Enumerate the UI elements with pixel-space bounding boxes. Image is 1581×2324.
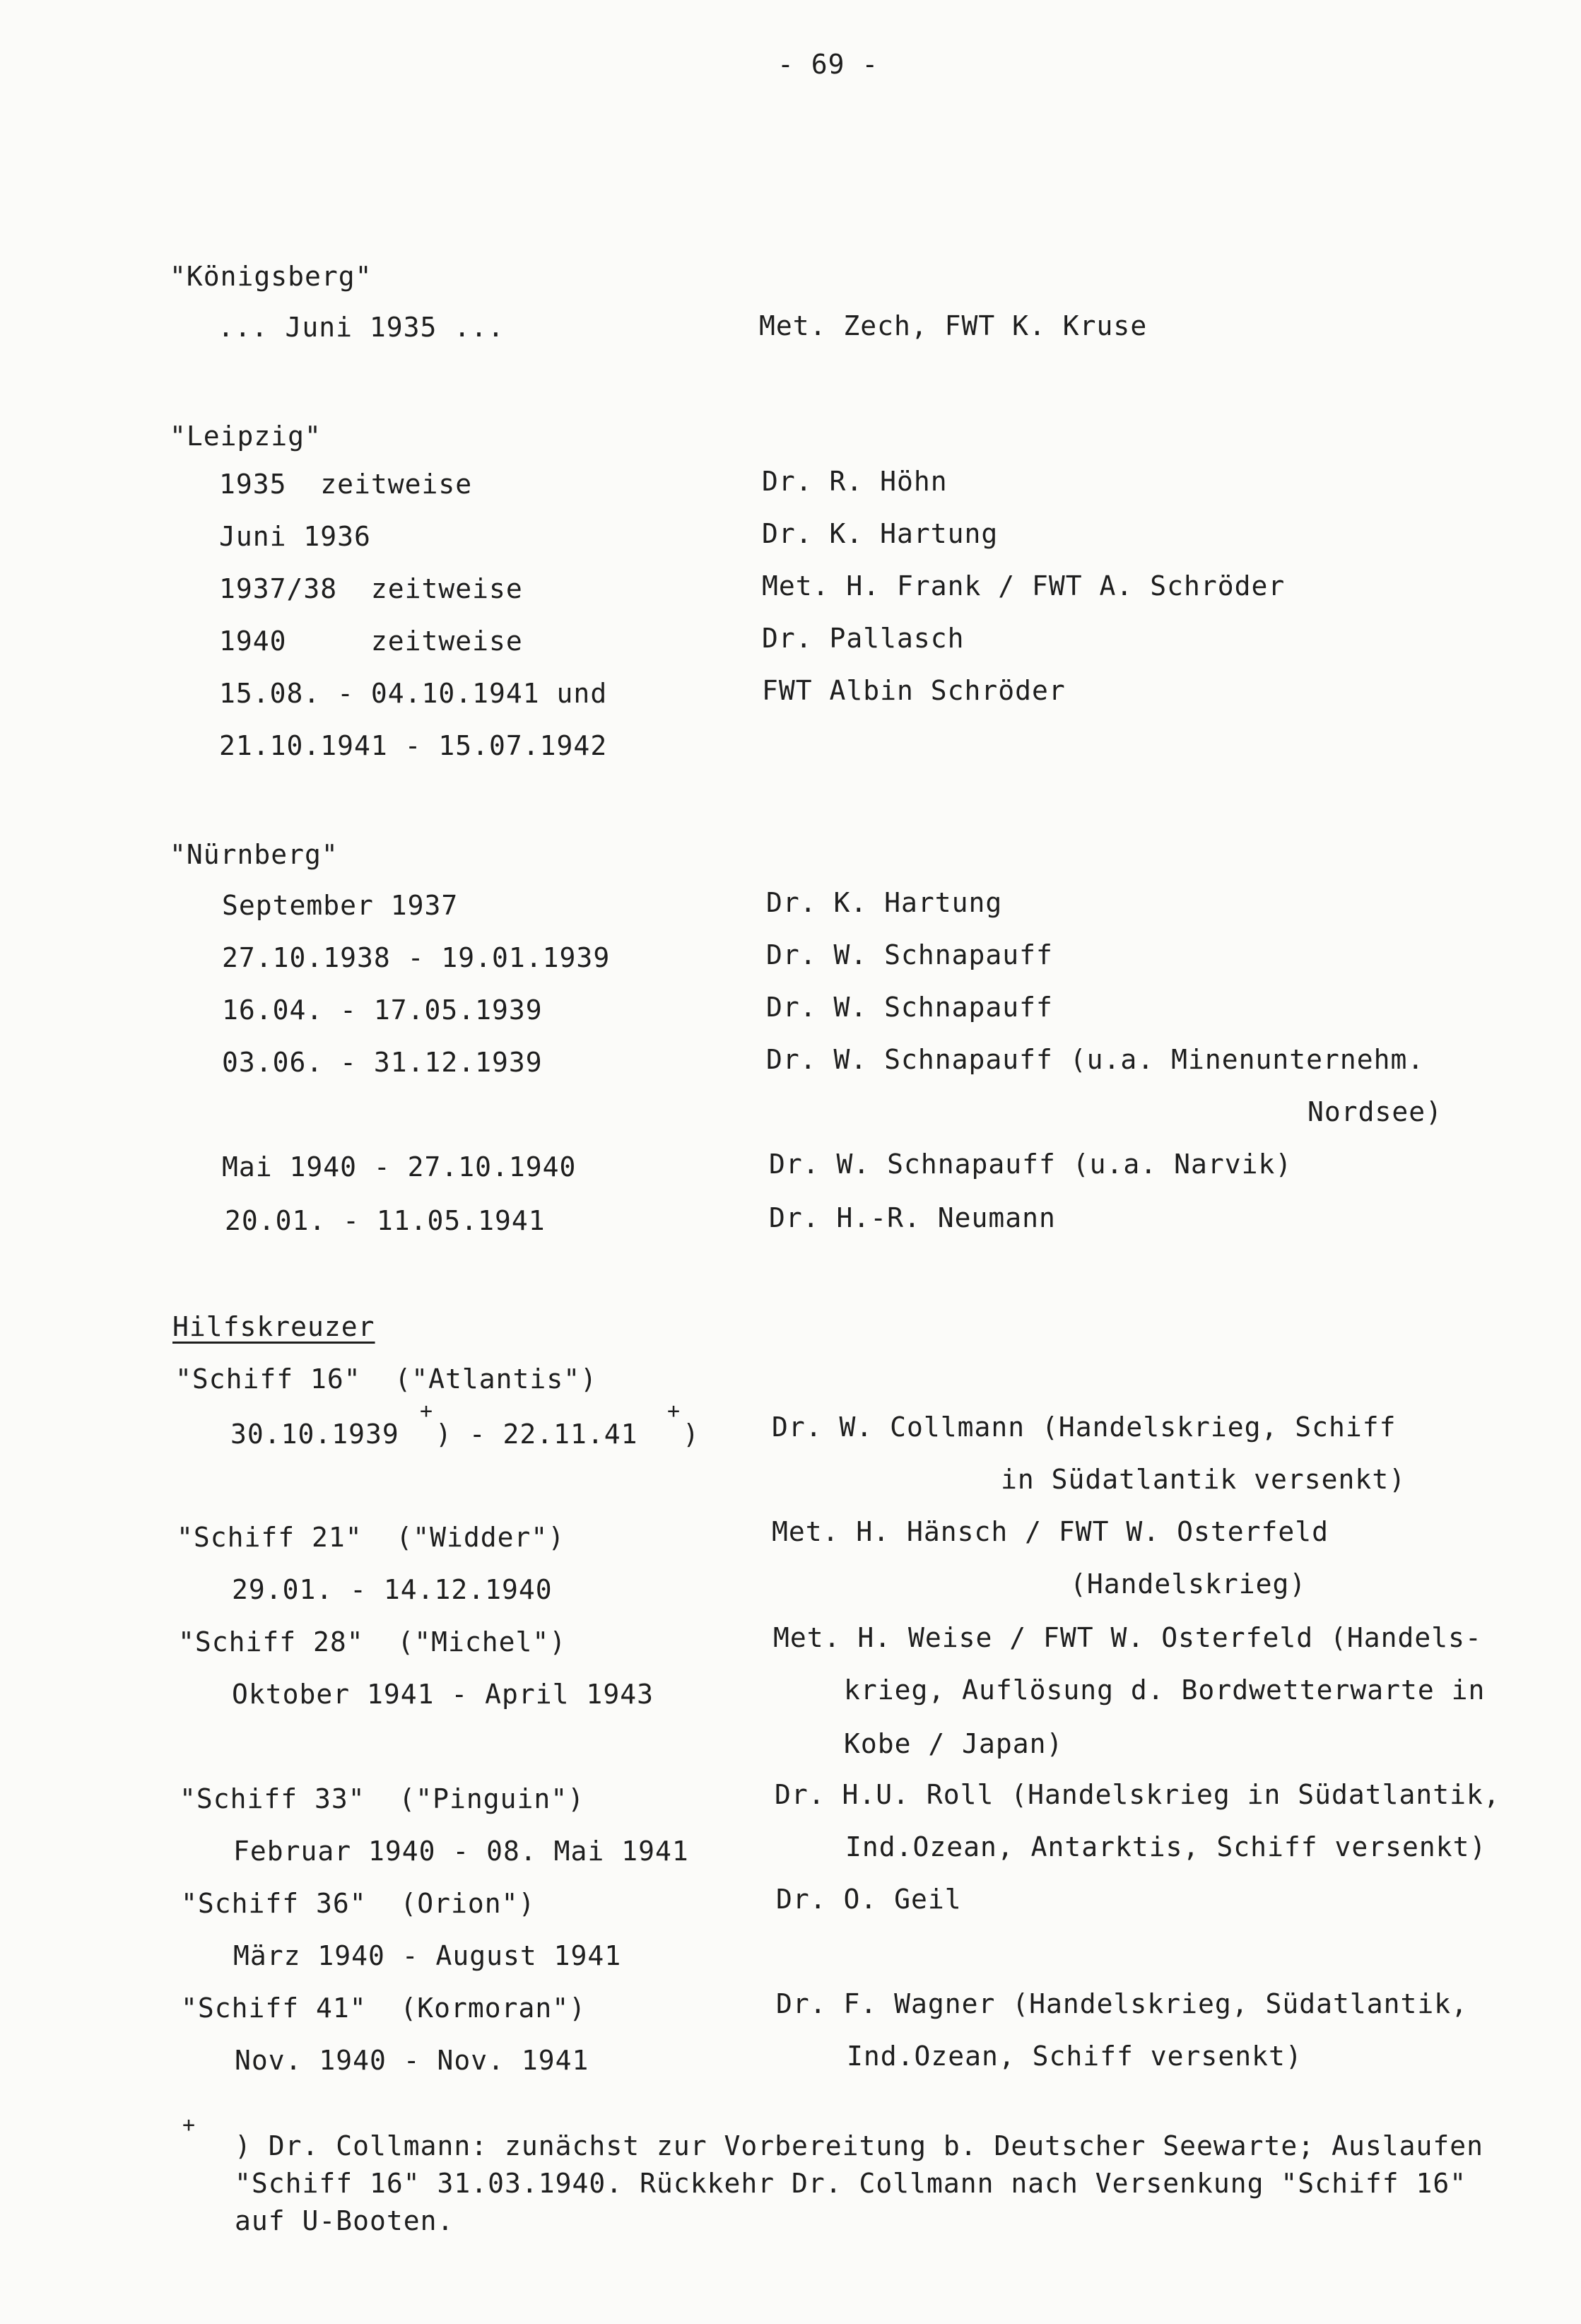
auxiliary-cruiser-date: März 1940 - August 1941 (233, 1940, 622, 1971)
nuernberg-persons: Dr. W. Schnapauff (766, 939, 1053, 970)
auxiliary-cruiser-persons: Dr. F. Wagner (Handelskrieg, Südatlantik, (776, 1988, 1468, 2019)
auxiliary-cruiser-persons: Dr. O. Geil (776, 1884, 962, 1915)
nuernberg-date: 03.06. - 31.12.1939 (222, 1047, 543, 1078)
auxiliary-cruiser-date: 29.01. - 14.12.1940 (232, 1574, 553, 1605)
footnote-marker: + (667, 1399, 681, 1424)
ship-name-koenigsberg: "Königsberg" (170, 261, 372, 292)
koenigsberg-persons: Met. Zech, FWT K. Kruse (759, 310, 1148, 341)
leipzig-date: 1940 zeitweise (219, 626, 523, 657)
auxiliary-cruiser-name: "Schiff 28" ("Michel") (178, 1626, 567, 1657)
leipzig-date: Juni 1936 (219, 521, 371, 552)
nuernberg-persons: Dr. W. Schnapauff (u.a. Minenunternehm. (766, 1044, 1425, 1075)
nuernberg-persons-cont: Nordsee) (1307, 1096, 1443, 1127)
section-heading: Hilfskreuzer (172, 1311, 375, 1342)
nuernberg-date: September 1937 (222, 890, 459, 921)
auxiliary-cruiser-persons-cont: Ind.Ozean, Schiff versenkt) (847, 2041, 1303, 2072)
page-number: - 69 - (777, 49, 879, 80)
ship-name-nuernberg: "Nürnberg" (170, 839, 339, 870)
auxiliary-cruiser-persons: Met. H. Hänsch / FWT W. Osterfeld (772, 1516, 1329, 1547)
auxiliary-cruiser-name: "Schiff 33" ("Pinguin") (180, 1783, 585, 1814)
auxiliary-cruiser-persons-cont: krieg, Auflösung d. Bordwetterwarte in (844, 1674, 1486, 1706)
leipzig-date: 21.10.1941 - 15.07.1942 (219, 730, 608, 761)
leipzig-persons: Met. H. Frank / FWT A. Schröder (762, 570, 1286, 601)
nuernberg-date: Mai 1940 - 27.10.1940 (222, 1151, 577, 1182)
leipzig-persons: FWT Albin Schröder (762, 675, 1066, 706)
leipzig-persons: Dr. K. Hartung (762, 518, 999, 549)
auxiliary-cruiser-date: ) - 22.11.41 (435, 1419, 638, 1450)
auxiliary-cruiser-name: "Schiff 41" (Kormoran") (181, 1993, 587, 2024)
auxiliary-cruiser-date: ) (683, 1419, 700, 1450)
auxiliary-cruiser-persons-cont: in Südatlantik versenkt) (1001, 1464, 1406, 1495)
nuernberg-persons: Dr. H.-R. Neumann (769, 1202, 1056, 1233)
auxiliary-cruiser-persons-cont: Kobe / Japan) (844, 1728, 1064, 1759)
footnote-text: ) Dr. Collmann: zunächst zur Vorbereitung b. Deutscher Seewarte; Auslaufen "Schiff 16" 31.03.1940. Rückkehr Dr. Collmann nach Versenkung "Schiff 16" auf U-Booten. (235, 2130, 1483, 2236)
footnote-marker: + (420, 1399, 434, 1424)
ship-name-leipzig: "Leipzig" (170, 421, 322, 452)
auxiliary-cruiser-date: 30.10.1939 (230, 1419, 399, 1450)
leipzig-date: 15.08. - 04.10.1941 und (219, 678, 608, 709)
auxiliary-cruiser-persons-cont: Ind.Ozean, Antarktis, Schiff versenkt) (845, 1831, 1487, 1862)
nuernberg-date: 20.01. - 11.05.1941 (225, 1205, 546, 1236)
auxiliary-cruiser-name: "Schiff 36" (Orion") (181, 1888, 536, 1919)
auxiliary-cruiser-persons: Met. H. Weise / FWT W. Osterfeld (Handels- (773, 1622, 1482, 1653)
auxiliary-cruiser-persons: Dr. W. Collmann (Handelskrieg, Schiff (772, 1412, 1397, 1443)
nuernberg-persons: Dr. K. Hartung (766, 887, 1003, 918)
auxiliary-cruiser-date: Oktober 1941 - April 1943 (232, 1679, 654, 1710)
auxiliary-cruiser-date: Nov. 1940 - Nov. 1941 (235, 2045, 589, 2076)
auxiliary-cruiser-persons-cont: (Handelskrieg) (1070, 1568, 1307, 1600)
auxiliary-cruiser-name: "Schiff 21" ("Widder") (177, 1522, 565, 1553)
nuernberg-date: 16.04. - 17.05.1939 (222, 994, 543, 1026)
nuernberg-date: 27.10.1938 - 19.01.1939 (222, 942, 611, 973)
leipzig-persons: Dr. R. Höhn (762, 466, 948, 497)
leipzig-persons: Dr. Pallasch (762, 623, 965, 654)
auxiliary-cruiser-persons: Dr. H.U. Roll (Handelskrieg in Südatlantik, (775, 1779, 1500, 1810)
auxiliary-cruiser-name: "Schiff 16" ("Atlantis") (175, 1363, 597, 1395)
koenigsberg-date: ... Juni 1935 ... (218, 312, 505, 343)
auxiliary-cruiser-date: Februar 1940 - 08. Mai 1941 (233, 1836, 689, 1867)
nuernberg-persons: Dr. W. Schnapauff (u.a. Narvik) (769, 1149, 1293, 1180)
leipzig-date: 1935 zeitweise (219, 469, 473, 500)
leipzig-date: 1937/38 zeitweise (219, 573, 523, 604)
nuernberg-persons: Dr. W. Schnapauff (766, 992, 1053, 1023)
footnote-marker: + (182, 2113, 196, 2137)
